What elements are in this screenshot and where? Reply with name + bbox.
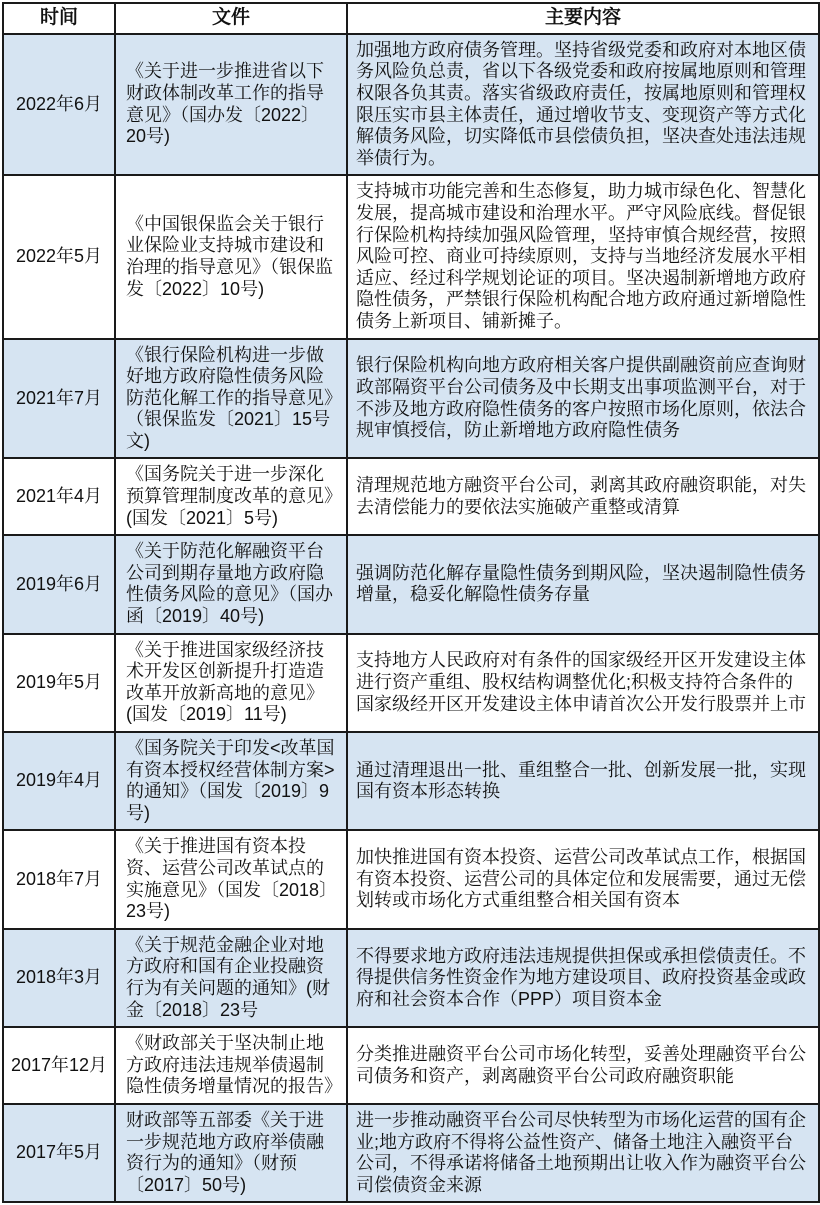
header-row: [3, 3, 819, 34]
cell-document: 财政部等五部委《关于进一步规范地方政府举债融资行为的通知》（财预〔2017〕50号): [115, 1104, 347, 1202]
cell-main-content: 通过清理退出一批、重组整合一批、创新发展一批，实现国有资本形态转换: [347, 732, 819, 830]
cell-document: 《银行保险机构进一步做好地方政府隐性债务风险防范化解工作的指导意见》（银保监发〔2021〕15号文): [115, 339, 347, 459]
cell-time: 2022年6月: [3, 34, 115, 176]
table-row: [3, 339, 819, 459]
table-row: [3, 458, 819, 535]
cell-main-content: 支持地方人民政府对有条件的国家级经开区开发建设主体进行资产重组、股权结构调整优化;积极支持符合条件的国家级经开区开发建设主体申请首次公开发行股票并上市: [347, 634, 819, 732]
cell-document: 《财政部关于坚决制止地方政府违法违规举债遏制隐性债务增量情况的报告》: [115, 1027, 347, 1104]
table-row: [3, 175, 819, 338]
cell-document: 《关于规范金融企业对地方政府和国有企业投融资行为有关问题的通知》(财金〔2018〕23号: [115, 929, 347, 1027]
cell-main-content: 加快推进国有资本投资、运营公司改革试点工作，根据国有资本投资、运营公司的具体定位和发展需要，通过无偿划转或市场化方式重组整合相关国有资本: [347, 830, 819, 928]
cell-time: 2017年12月: [3, 1027, 115, 1104]
table-row: [3, 535, 819, 633]
cell-main-content: 强调防范化解存量隐性债务到期风险，坚决遏制隐性债务增量，稳妥化解隐性债务存量: [347, 535, 819, 633]
column-header-main-content: 主要内容: [347, 3, 819, 34]
column-header-time: 时间: [3, 3, 115, 34]
cell-main-content: 进一步推动融资平台公司尽快转型为市场化运营的国有企业;地方政府不得将公益性资产、储备土地注入融资平台公司，不得承诺将储备土地预期出让收入作为融资平台公司偿债资金来源: [347, 1104, 819, 1202]
cell-document: 《国务院关于印发<改革国有资本授权经营体制方案>的通知》（国发〔2019〕9号): [115, 732, 347, 830]
table-row: [3, 34, 819, 176]
cell-document: 《国务院关于进一步深化预算管理制度改革的意见》(国发〔2021〕5号): [115, 458, 347, 535]
policy-documents-table: [2, 2, 820, 1203]
cell-time: 2018年3月: [3, 929, 115, 1027]
cell-time: 2019年6月: [3, 535, 115, 633]
table-row: [3, 1104, 819, 1202]
table-row: [3, 1027, 819, 1104]
cell-time: 2017年5月: [3, 1104, 115, 1202]
cell-time: 2018年7月: [3, 830, 115, 928]
cell-main-content: 支持城市功能完善和生态修复，助力城市绿色化、智慧化发展，提高城市建设和治理水平。严守风险底线。督促银行保险机构持续加强风险管理，坚持审慎合规经营，按照风险可控、商业可持续原则，支持与当地经济发展水平相适应、经过科学规划论证的项目。坚决遏制新增地方政府隐性债务，严禁银行保险机构配合地方政府通过新增隐性债务上新项目、铺新摊子。: [347, 175, 819, 338]
table-row: [3, 732, 819, 830]
table-header: [3, 3, 819, 34]
table-body: [3, 34, 819, 1203]
cell-main-content: 不得要求地方政府违法违规提供担保或承担偿债责任。不得提供信务性资金作为地方建设项目、政府投资基金或政府和社会资本合作（PPP）项目资本金: [347, 929, 819, 1027]
cell-main-content: 清理规范地方融资平台公司，剥离其政府融资职能，对失去清偿能力的要依法实施破产重整或清算: [347, 458, 819, 535]
cell-document: 《关于推进国有资本投资、运营公司改革试点的实施意见》（国发〔2018〕23号): [115, 830, 347, 928]
column-header-document: 文件: [115, 3, 347, 34]
cell-document: 《关于推进国家级经济技术开发区创新提升打造造改革开放新高地的意见》(国发〔2019〕11号): [115, 634, 347, 732]
table-row: [3, 634, 819, 732]
cell-document: 《中国银保监会关于银行业保险业支持城市建设和治理的指导意见》（银保监发〔2022〕10号): [115, 175, 347, 338]
cell-time: 2019年4月: [3, 732, 115, 830]
cell-main-content: 加强地方政府债务管理。坚持省级党委和政府对本地区债务风险负总责，省以下各级党委和政府按属地原则和管理权限各负其责。落实省级政府责任，按属地原则和管理权限压实市县主体责任，通过增收节支、变现资产等方式化解债务风险，切实降低市县偿债负担，坚决查处违法违规举债行为。: [347, 34, 819, 176]
cell-main-content: 分类推进融资平台公司市场化转型，妥善处理融资平台公司债务和资产，剥离融资平台公司政府融资职能: [347, 1027, 819, 1104]
cell-main-content: 银行保险机构向地方政府相关客户提供副融资前应查询财政部隔资平台公司债务及中长期支出事项监测平台，对于不涉及地方政府隐性债务的客户按照市场化原则，依法合规审慎授信，防止新增地方政府隐性债务: [347, 339, 819, 459]
cell-document: 《关于进一步推进省以下财政体制改革工作的指导意见》（国办发〔2022〕20号): [115, 34, 347, 176]
cell-time: 2021年7月: [3, 339, 115, 459]
table-row: [3, 929, 819, 1027]
table-row: [3, 830, 819, 928]
cell-time: 2022年5月: [3, 175, 115, 338]
cell-time: 2019年5月: [3, 634, 115, 732]
cell-time: 2021年4月: [3, 458, 115, 535]
cell-document: 《关于防范化解融资平台公司到期存量地方政府隐性债务风险的意见》（国办函〔2019〕40号): [115, 535, 347, 633]
